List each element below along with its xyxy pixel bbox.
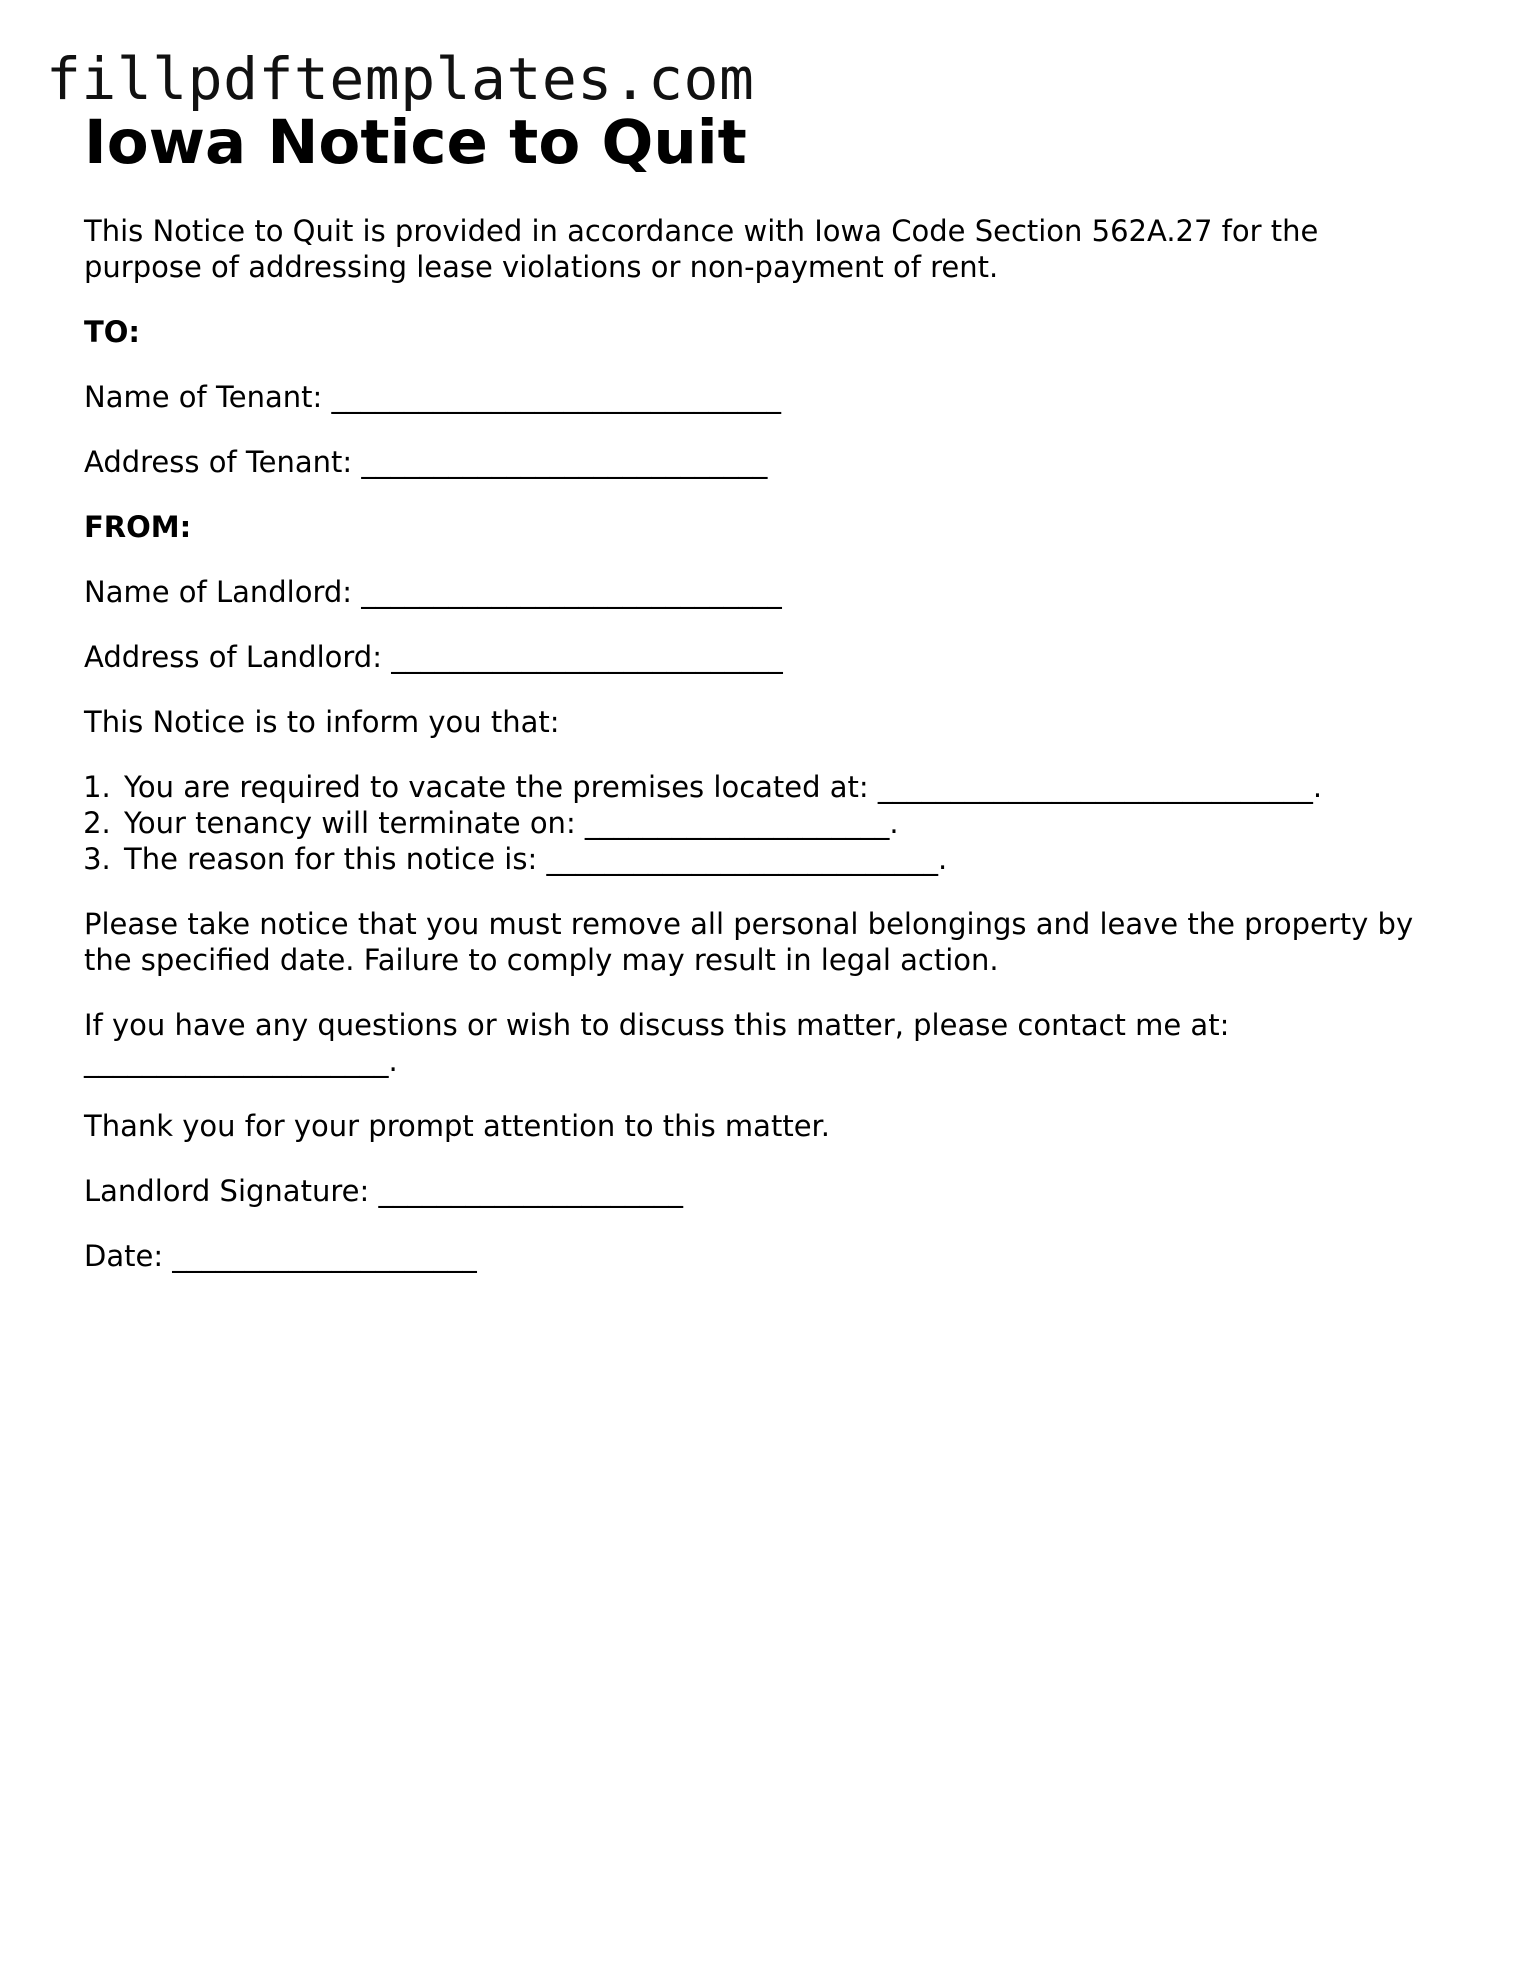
watermark: fillpdftemplates.com — [46, 45, 755, 113]
document-title: Iowa Notice to Quit — [84, 107, 747, 178]
tenant-name-field: Name of Tenant: _______________________________ — [84, 380, 781, 414]
landlord-address-field: Address of Landlord: ___________________________ — [84, 640, 783, 674]
remove-notice-paragraph: Please take notice that you must remove all personal belongings and leave the property by the specified date. Failure to comply may result in legal action. — [84, 907, 1414, 977]
list-item-premises: 1. You are required to vacate the premises located at: ______________________________. — [120, 769, 1444, 805]
thanks-paragraph: Thank you for your prompt attention to this matter. — [84, 1109, 831, 1143]
landlord-signature-field: Landlord Signature: _____________________ — [84, 1174, 683, 1208]
from-heading: FROM: — [84, 510, 192, 544]
contact-paragraph: If you have any questions or wish to discuss this matter, please contact me at: _____________________. — [84, 1008, 1230, 1078]
list-item-termination: 2. Your tenancy will terminate on: _____________________. — [120, 805, 1444, 841]
to-heading: TO: — [84, 315, 141, 349]
landlord-name-field: Name of Landlord: _____________________________ — [84, 575, 782, 609]
notice-list — [84, 769, 1444, 877]
date-field: Date: _____________________ — [84, 1239, 477, 1273]
inform-paragraph: This Notice is to inform you that: — [84, 705, 560, 739]
tenant-address-field: Address of Tenant: ____________________________ — [84, 445, 768, 479]
list-item-reason: 3. The reason for this notice is: ___________________________. — [120, 841, 1444, 877]
document-body — [84, 107, 1444, 1274]
intro-paragraph: This Notice to Quit is provided in accordance with Iowa Code Section 562A.27 for the purpose of addressing lease violations or non-payment of rent. — [84, 214, 1319, 284]
